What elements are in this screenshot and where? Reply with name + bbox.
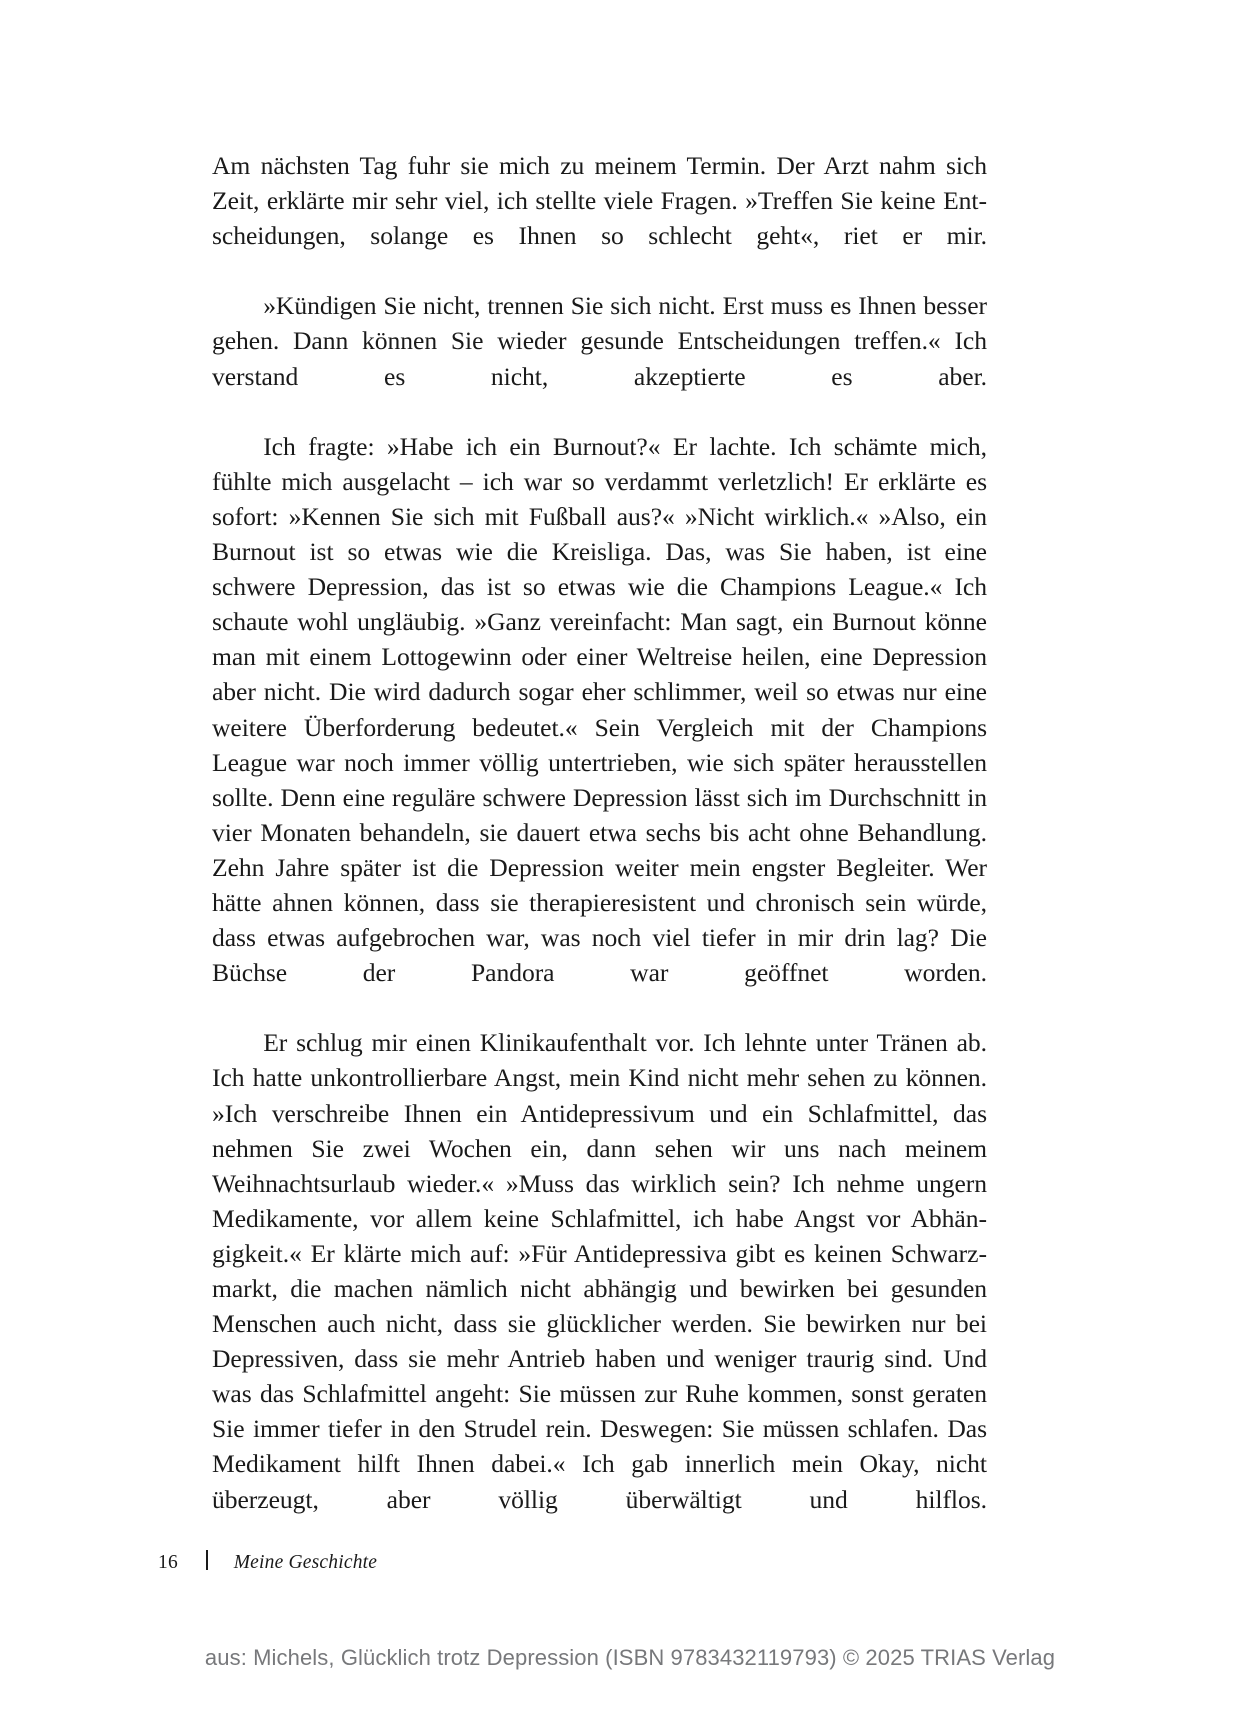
paragraph: »Kündigen Sie nicht, trennen Sie sich nicht. Erst muss es Ihnen besser gehen. Dann können Sie wieder gesunde Entscheidungen treffen.« Ich verstand es nicht, akzeptierte es aber. xyxy=(212,291,987,391)
paragraph: Am nächsten Tag fuhr sie mich zu meinem Termin. Der Arzt nahm sich Zeit, erklärte mir sehr viel, ich stellte viele Fragen. »Treffen Sie keine Entscheidungen, solange es Ihnen so schlecht geht«, riet er mir. xyxy=(212,151,987,251)
footer-separator-rule xyxy=(206,1550,208,1570)
paragraph: Ich fragte: »Habe ich ein Burnout?« Er lachte. Ich schämte mich, fühlte mich ausgelacht – ich war so verdammt verletzlich! Er erklärte es sofort: »Kennen Sie sich mit Fußball aus?« »Nicht wirklich.« »Also, ein Burnout ist so etwas wie die Kreisliga. Das, was Sie haben, ist eine schwere Depression, das ist so etwas wie die Champions League.« Ich schaute wohl ungläubig. »Ganz vereinfacht: Man sagt, ein Burnout könne man mit einem Lottogewinn oder einer Weltreise heilen, eine Depression aber nicht. Die wird dadurch sogar eher schlimmer, weil so etwas nur eine weitere Überforderung bedeutet.« Sein Vergleich mit der Champions League war noch immer völlig untertrieben, wie sich später herausstellen sollte. Denn eine reguläre schwere Depression lässt sich im Durchschnitt in vier Monaten behandeln, sie dauert etwa sechs bis acht ohne Behandlung. Zehn Jahre später ist die Depression weiter mein engster Begleiter. Wer hätte ahnen können, dass sie therapieresistent und chronisch sein würde, dass etwas aufgebrochen war, was noch viel tiefer in mir drin lag? Die Büchse der Pandora war geöffnet worden. xyxy=(212,431,987,988)
paragraph: Er schlug mir einen Klinikaufenthalt vor. Ich lehnte unter Tränen ab. Ich hatte unkontrollierbare Angst, mein Kind nicht mehr sehen zu können. »Ich verschreibe Ihnen ein Antidepressivum und ein Schlafmittel, das nehmen Sie zwei Wochen ein, dann sehen wir uns nach meinem Weihnachtsurlaub wieder.« »Muss das wirklich sein? Ich nehme ungern Medikamente, vor allem keine Schlafmittel, ich habe Angst vor Abhängigkeit.« Er klärte mich auf: »Für Antidepressiva gibt es keinen Schwarzmarkt, die machen nämlich nicht abhängig und bewirken bei gesunden Menschen auch nicht, dass sie glücklicher werden. Sie bewirken nur bei Depressiven, dass sie mehr Antrieb haben und weniger traurig sind. Und was das Schlafmittel angeht: Sie müssen zur Ruhe kommen, sonst geraten Sie immer tiefer in den Strudel rein. Deswegen: Sie müssen schlafen. Das Medikament hilft Ihnen dabei.« Ich gab innerlich mein Okay, nicht überzeugt, aber völlig überwältigt und hilflos. xyxy=(212,1028,987,1514)
body-text-column xyxy=(212,148,987,1552)
chapter-title: Meine Geschichte xyxy=(233,1552,378,1573)
running-footer xyxy=(158,1548,377,1574)
page-number: 16 xyxy=(158,1552,179,1573)
publisher-credit: aus: Michels, Glücklich trotz Depression (ISBN 9783432119793) © 2025 TRIAS Verlag xyxy=(204,1645,1056,1670)
